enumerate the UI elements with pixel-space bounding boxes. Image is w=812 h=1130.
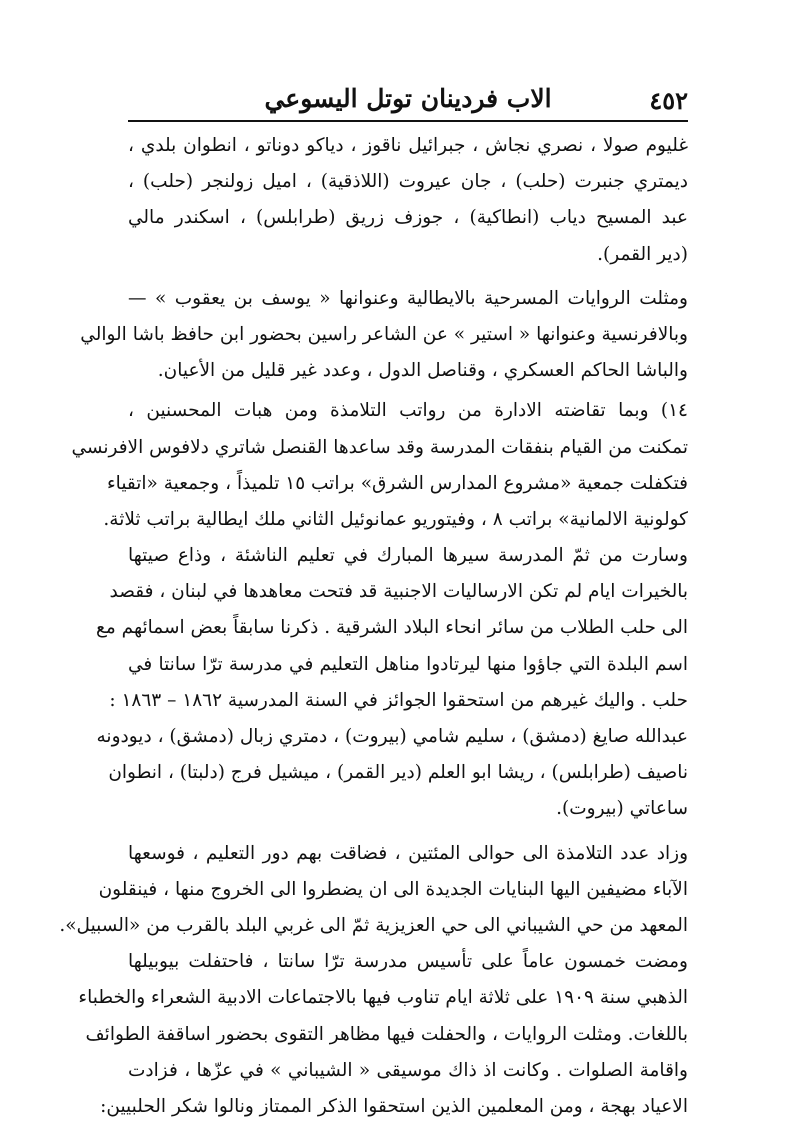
text-line: فتكفلت جمعية «مشروع المدارس الشرق» براتب ١٥ تلميذاً ، وجمعية «اتقياء — [106, 472, 688, 494]
paragraph-gap — [128, 273, 688, 281]
header-rule — [128, 120, 688, 122]
text-line: حلب . واليك غيرهم من استحقوا الجوائز في السنة المدرسية ١٨٦٢ – ١٨٦٣ : — [109, 689, 688, 711]
text-line: ساعاتي (بيروت). — [556, 798, 688, 820]
text-line: اسم البلدة التي جاؤوا منها ليرتادوا مناهل التعليم في مدرسة ترّا سانتا في — [128, 653, 688, 675]
text-line: تمكنت من القيام بنفقات المدرسة وقد ساعدها القنصل شاتري دلافوس الافرنسي — [71, 436, 688, 458]
text-line: واقامة الصلوات . وكانت اذ ذاك موسيقى « الشيباني » في عزّها ، فزادت — [128, 1059, 688, 1081]
text-line: الى حلب الطلاب من سائر انحاء البلاد الشرقية . ذكرنا سابقاً بعض اسمائهم مع — [96, 617, 688, 639]
text-line: ناصيف (طرابلس) ، ريشا ابو العلم (دير القمر) ، ميشيل فرج (دلبتا) ، انطوان — [108, 762, 688, 784]
text-line: ١٤) وبما تقاضته الادارة من رواتب التلامذة ومن هبات المحسنين ، — [128, 400, 688, 422]
text-line: وسارت من ثمّ المدرسة سيرها المبارك في تعليم الناشئة ، وذاع صيتها — [128, 545, 688, 567]
page-header — [128, 84, 688, 118]
text-line: ومثلت الروايات المسرحية بالايطالية وعنوانها « يوسف بن يعقوب » — — [128, 287, 688, 309]
text-line: (دير القمر). — [597, 243, 688, 265]
text-line: الذهبي سنة ١٩٠٩ على ثلاثة ايام تناوب فيها بالاجتماعات الادبية الشعراء والخطباء — [78, 987, 688, 1009]
paragraph-1 — [128, 128, 688, 273]
text-line: باللغات. ومثلت الروايات ، والحفلت فيها مظاهر التقوى بحضور اساقفة الطوائف — [85, 1023, 688, 1045]
text-line: ومضت خمسون عاماً على تأسيس مدرسة ترّا سانتا ، فاحتفلت بيوبيلها — [128, 951, 688, 973]
paragraph-gap — [128, 828, 688, 836]
text-line: الآباء مضيفين اليها البنايات الجديدة الى ان يضطروا الى الخروج منها ، فينقلون — [98, 878, 688, 900]
text-line: غليوم صولا ، نصري نجاش ، جبرائيل ناقوز ، دياكو دوناتو ، انطوان بلدي ، — [128, 135, 688, 156]
text-line: المعهد من حي الشيباني الى حي العزيزية ثمّ الى غربي البلد بالقرب من «السبيل». — [59, 914, 688, 936]
text-line: عبدالله صايغ (دمشق) ، سليم شامي (بيروت) ، دمتري زبال (دمشق) ، ديودونه — [96, 726, 688, 747]
text-line: عبد المسيح دياب (انطاكية) ، جوزف زريق (طرابلس) ، اسكندر مالي — [128, 207, 688, 229]
running-title: الاب فردينان توتل اليسوعي — [264, 84, 552, 113]
text-line: الاعياد بهجة ، ومن المعلمين الذين استحقوا الذكر الممتاز ونالوا شكر الحلبيين: — [100, 1095, 688, 1117]
text-line: وبالافرنسية وعنوانها « استير » عن الشاعر راسين بحضور ابن حافظ باشا الوالي — [80, 323, 688, 345]
text-line: بالخيرات ايام لم تكن الارساليات الاجنبية قد فتحت معاهدها في لبنان ، فقصد — [109, 581, 688, 603]
paragraph-2 — [80, 281, 688, 390]
text-line: والباشا الحاكم العسكري ، وقناصل الدول ، وعدد غير قليل من الأعيان. — [157, 360, 688, 382]
body-text — [59, 128, 688, 1125]
paragraph-3 — [71, 393, 688, 827]
text-line: ديمتري جنبرت (حلب) ، جان عيروت (اللاذقية) ، اميل زولنجر (حلب) ، — [128, 171, 688, 193]
text-line: كولونية الالمانية» براتب ٨ ، وفيتوريو عمانوئيل الثاني ملك ايطالية براتب ثلاثة. — [103, 508, 688, 530]
paragraph-4 — [59, 836, 688, 1126]
page-number: ٤٥٢ — [649, 86, 688, 115]
text-line: وزاد عدد التلامذة الى حوالى المئتين ، فضاقت بهم دور التعليم ، فوسعها — [128, 842, 688, 864]
